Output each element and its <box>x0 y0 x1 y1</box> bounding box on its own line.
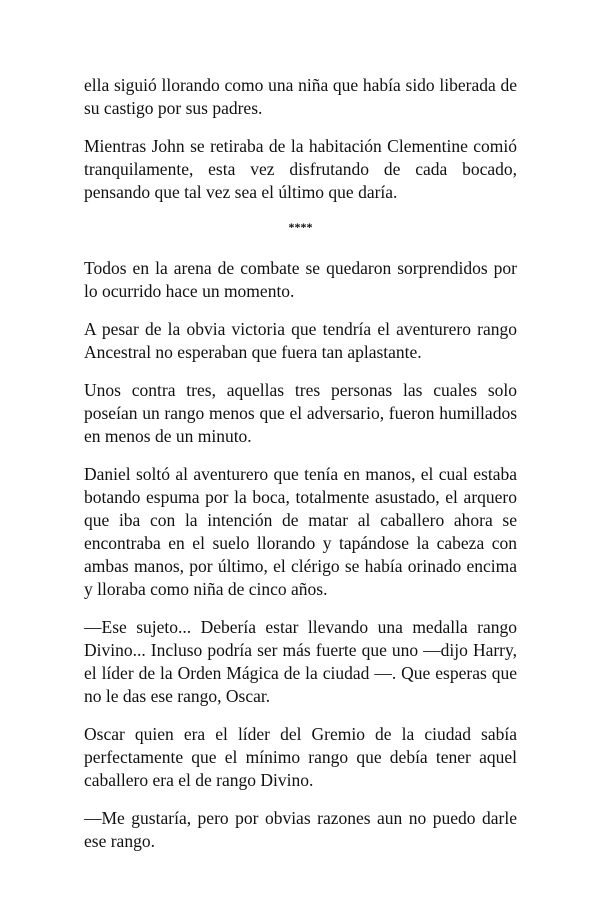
paragraph: Todos en la arena de combate se quedaron sorprendidos por lo ocurrido hace un momento. <box>84 258 517 301</box>
scene-break: **** <box>288 220 313 234</box>
paragraph: ella siguió llorando como una niña que había sido liberada de su castigo por sus padres. <box>84 75 517 118</box>
paragraph: A pesar de la obvia victoria que tendría el aventurero rango Ancestral no esperaban que fuera tan aplastante. <box>84 319 517 362</box>
paragraph: Daniel soltó al aventurero que tenía en manos, el cual estaba botando espuma por la boca, totalmente asustado, el arquero que iba con la intención de matar al caballero ahora se encontraba en el suelo llorando y tapándose la cabeza con ambas manos, por último, el clérigo se había orinado encima y lloraba como niña de cinco años. <box>84 464 517 599</box>
paragraph: —Ese sujeto... Debería estar llevando una medalla rango Divino... Incluso podría ser más fuerte que uno —dijo Harry, el líder de la Orden Mágica de la ciudad —. Que esperas que no le das ese rango, Oscar. <box>84 617 517 706</box>
paragraph: Unos contra tres, aquellas tres personas las cuales solo poseían un rango menos que el adversario, fueron humillados en menos de un minuto. <box>84 380 517 446</box>
paragraph: Mientras John se retiraba de la habitación Clementine comió tranquilamente, esta vez disfrutando de cada bocado, pensando que tal vez sea el último que daría. <box>84 136 517 202</box>
paragraph: Oscar quien era el líder del Gremio de la ciudad sabía perfectamente que el mínimo rango que debía tener aquel caballero era el de rango Divino. <box>84 724 517 790</box>
document-page <box>84 74 517 868</box>
paragraph: —Me gustaría, pero por obvias razones aun no puedo darle ese rango. <box>84 808 517 851</box>
